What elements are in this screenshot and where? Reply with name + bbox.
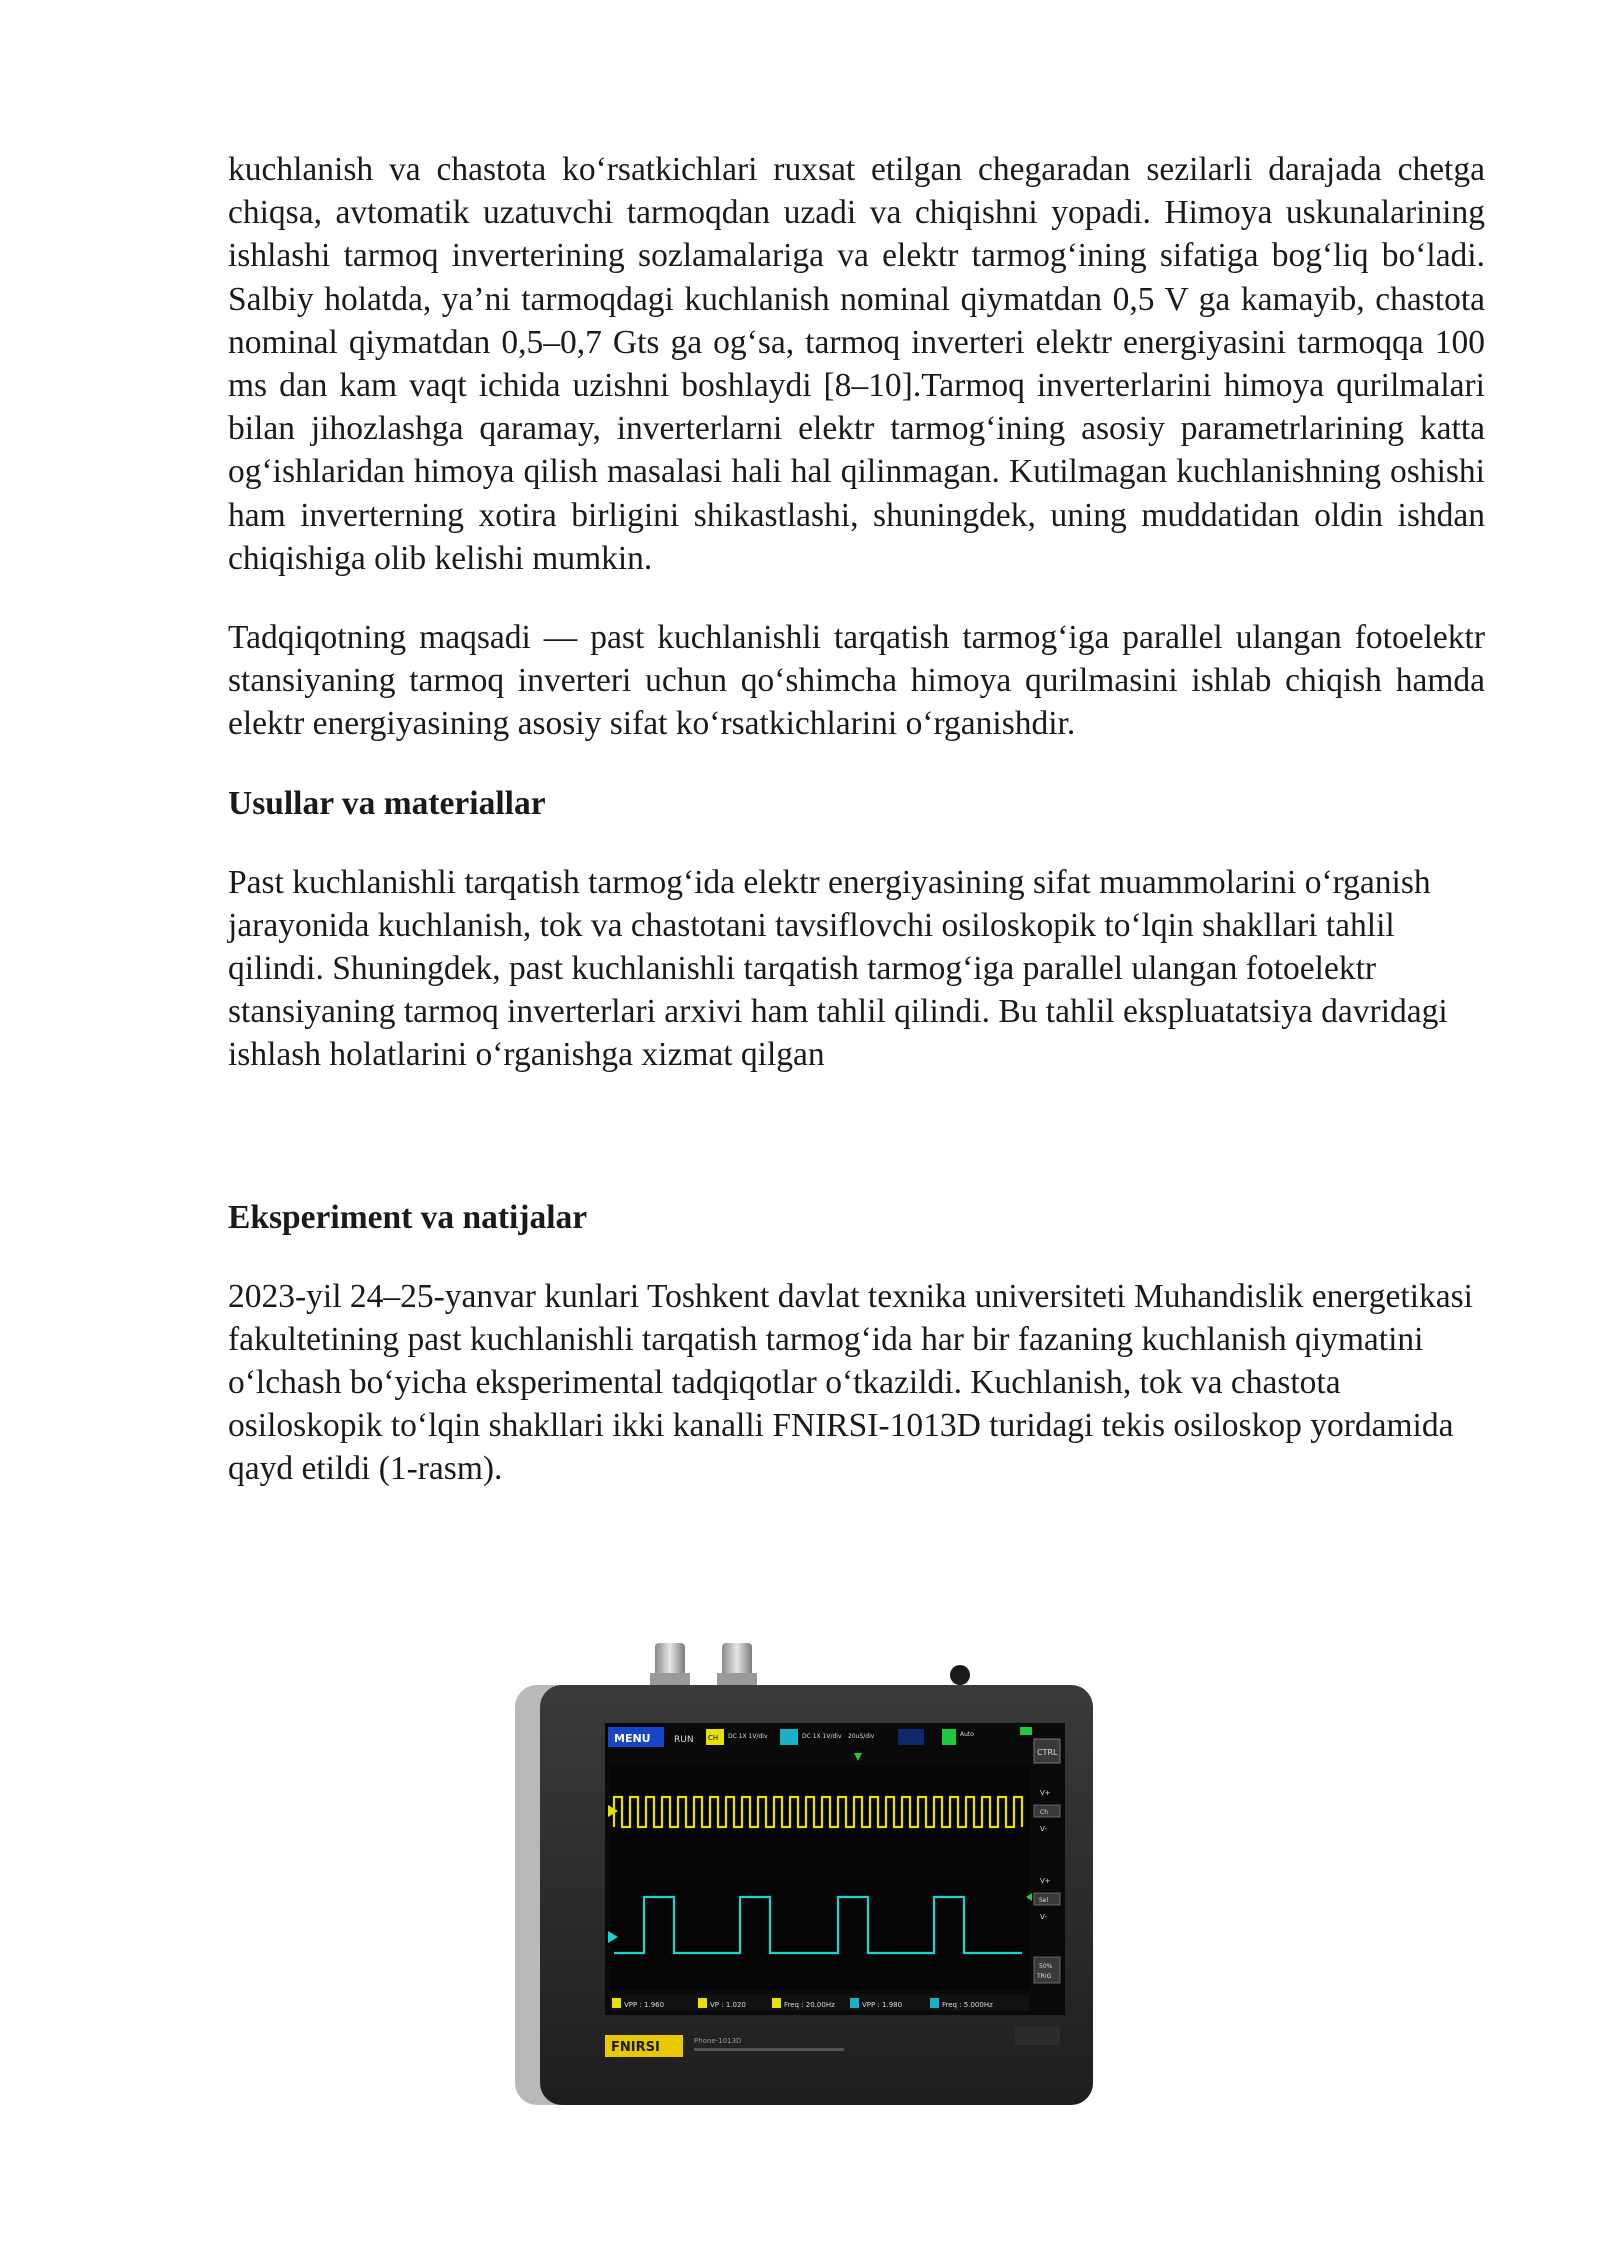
paragraph-results: 2023-yil 24–25-yanvar kunlari Toshkent davlat texnika universiteti Muhandislik energetikasi fakultetining past kuchlanishli tarqatish tarmogʻida har bir fazaning kuchlanish qiymatini oʻlchash boʻyicha eksperimental tadqiqotlar oʻtkazildi. Kuchlanish, tok va chastota osiloskopik toʻlqin shakllari ikki kanalli FNIRSI-1013D turidagi tekis osiloskop yordamida qayd etildi (1-rasm). <box>228 1277 1473 1488</box>
trigger-mode: Auto <box>960 1731 974 1738</box>
timebase-label: 20uS/div <box>848 1733 875 1740</box>
svg-text:VPP : 1.960: VPP : 1.960 <box>624 2001 665 2009</box>
scope-mode-badge <box>898 1729 924 1745</box>
oscilloscope-photo <box>510 1635 1095 2105</box>
svg-text:Sel: Sel <box>1039 1897 1049 1904</box>
model-label: Phone-1013D <box>694 2037 742 2045</box>
bnc-connector-1 <box>650 1643 690 1687</box>
svg-text:50%: 50% <box>1039 1963 1053 1970</box>
heading-methods: Usullar va materiallar <box>228 784 546 822</box>
paragraph-methods: Past kuchlanishli tarqatish tarmogʻida elektr energiyasining sifat muammolarini oʻrganish jarayonida kuchlanish, tok va chastotani tavsiflovchi osiloskopik toʻlqin shakllari tahlil qilindi. Shuningdek, past kuchlanishli tarqatish tarmogʻiga parallel ulangan fotoelektr stansiyaning tarmoq inverterlari arxivi ham tahlil qilindi. Bu tahlil ekspluatatsiya davridagi ishlash holatlarini oʻrganishga xizmat qilgan <box>228 863 1448 1074</box>
bnc-connector-2 <box>717 1643 757 1687</box>
ch2-badge <box>780 1729 798 1745</box>
run-label: RUN <box>674 1735 694 1745</box>
brand-logo: FNIRSI <box>611 2040 660 2055</box>
svg-text:CTRL: CTRL <box>1037 1748 1058 1757</box>
oscilloscope-illustration <box>510 1635 1095 2105</box>
svg-text:V-: V- <box>1040 1825 1047 1833</box>
paragraph-intro: kuchlanish va chastota koʻrsatkichlari ruxsat etilgan chegaradan sezilarli darajada chetga chiqsa, avtomatik uzatuvchi tarmoqdan uzadi va chiqishni yopadi. Himoya uskunalarining ishlashi tarmoq inverterining sozlamalariga va elektr tarmogʻining sifatiga bogʻliq boʻladi. Salbiy holatda, ya’ni tarmoqdagi kuchlanish nominal qiymatdan 0,5 V ga kamayib, chastota nominal qiymatdan 0,5–0,7 Gts ga ogʻsa, tarmoq inverteri elektr energiyasini tarmoqqa 100 ms dan kam vaqt ichida uzishni boshlaydi [8–10].Tarmoq inverterlarini himoya qurilmalari bilan jihozlashga qaramay, inverterlarni elektr tarmogʻining asosiy parametrlarining katta ogʻishlaridan himoya qilish masalasi hali hal qilinmagan. Kutilmagan kuchlanishning oshishi ham inverterning xotira birligini shikastlashi, shuningdek, uning muddatidan oldin ishdan chiqishiga olib kelishi mumkin. <box>228 151 1485 577</box>
svg-text:TRIG: TRIG <box>1037 1973 1052 1980</box>
svg-text:V-: V- <box>1040 1913 1047 1921</box>
svg-text:Freq : 20.00Hz: Freq : 20.00Hz <box>784 2001 835 2009</box>
svg-text:VPP : 1.980: VPP : 1.980 <box>862 2001 903 2009</box>
ch1-info: DC 1X 1V/div <box>728 1733 768 1740</box>
svg-text:Ch: Ch <box>1040 1809 1048 1816</box>
svg-text:V+: V+ <box>1040 1789 1051 1797</box>
power-button <box>950 1665 970 1685</box>
ch2-info: DC 1X 1V/div <box>802 1733 842 1740</box>
trigger-badge <box>942 1729 956 1745</box>
svg-text:CH: CH <box>708 1734 719 1742</box>
paragraph-goal: Tadqiqotning maqsadi — past kuchlanishli tarqatish tarmogʻiga parallel ulangan fotoelektr stansiyaning tarmoq inverteri uchun qoʻshimcha himoya qurilmasini ishlab chiqish hamda elektr energiyasining asosiy sifat koʻrsatkichlarini oʻrganishdir. <box>228 619 1485 743</box>
svg-text:VP : 1.020: VP : 1.020 <box>710 2001 746 2009</box>
bottom-right-control <box>1015 2027 1060 2045</box>
model-subtitle-line <box>694 2048 844 2051</box>
menu-label: MENU <box>614 1732 651 1745</box>
battery-icon <box>1020 1727 1032 1735</box>
measurement-bar <box>610 1995 1030 2011</box>
heading-results: Eksperiment va natijalar <box>228 1198 588 1236</box>
document-body <box>228 148 1485 1531</box>
svg-text:V+: V+ <box>1040 1877 1051 1885</box>
svg-text:Freq : 5.000Hz: Freq : 5.000Hz <box>942 2001 993 2009</box>
